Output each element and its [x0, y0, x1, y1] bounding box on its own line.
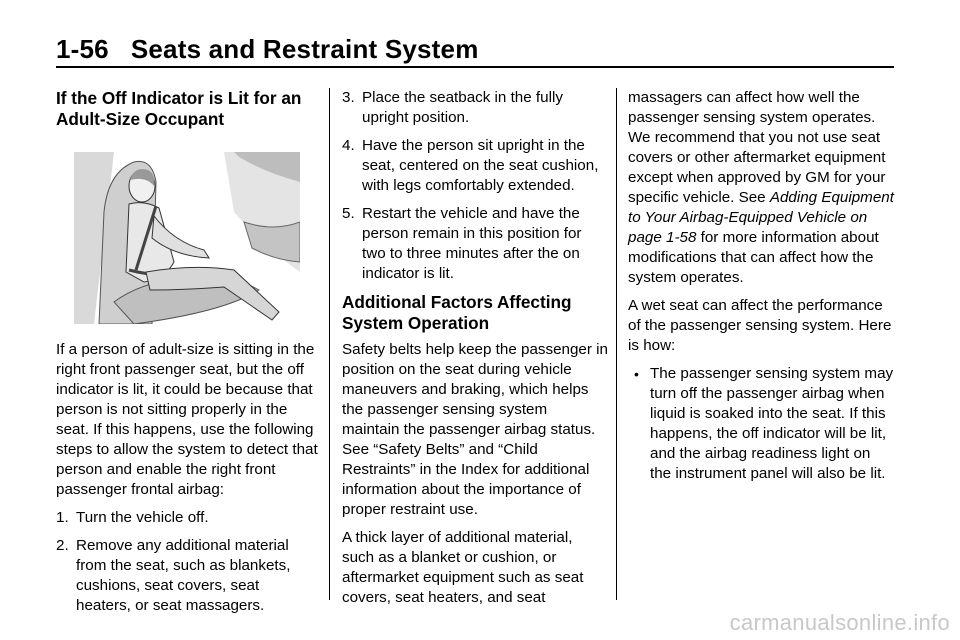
step-text: Have the person sit upright in the seat, centered on the seat cushion, with legs comfortably extended.	[362, 137, 599, 194]
column-1	[56, 88, 318, 624]
step-number: 5.	[342, 205, 355, 222]
column-divider-2	[616, 88, 617, 600]
step-text: Place the seatback in the fully upright position.	[362, 89, 563, 126]
section-title: Seats and Restraint System	[130, 34, 479, 64]
paragraph-text: massagers can affect how well the passenger sensing system operates. We recommend that you not use seat covers or other aftermarket equipment except when approved by GM for your specific vehicle. See	[628, 89, 886, 206]
step-text: Restart the vehicle and have the person remain in this position for two to three minutes after the on indicator is lit.	[362, 205, 582, 282]
column-3	[628, 88, 894, 492]
list-item	[342, 204, 608, 284]
list-item	[342, 136, 608, 196]
heading-off-indicator-adult: If the Off Indicator is Lit for an Adult-Size Occupant	[56, 88, 302, 129]
intro-paragraph: If a person of adult-size is sitting in the right front passenger seat, but the off indicator is lit, it could be because that person is not sitting properly in the seat. If this happens, use the following steps to allow the system to detect that person and enable the right front passenger frontal airbag:	[56, 341, 318, 498]
massagers-paragraph	[628, 88, 894, 288]
bullet-text: The passenger sensing system may turn off the passenger airbag when liquid is soaked into the seat. If this happens, the off indicator will be lit, and the airbag readiness light on the instrument panel will also be lit.	[650, 365, 894, 482]
page-header	[56, 34, 479, 65]
step-text: Remove any additional material from the seat, such as blankets, cushions, seat covers, seat heaters, or seat massagers.	[76, 537, 291, 614]
list-item	[628, 364, 894, 484]
step-text: Turn the vehicle off.	[76, 509, 209, 526]
steps-list-1	[56, 508, 318, 616]
wet-seat-paragraph: A wet seat can affect the performance of the passenger sensing system. Here is how:	[628, 297, 892, 354]
cross-reference-link[interactable]: Adding Equipment to Your Airbag-Equipped Vehicle on page 1-58	[628, 189, 894, 246]
step-number: 4.	[342, 137, 355, 154]
paragraph-text: for more information about modifications that can affect how the system operates.	[628, 229, 879, 286]
step-number: 2.	[56, 537, 69, 554]
list-item	[342, 88, 608, 128]
thick-layer-paragraph: A thick layer of additional material, such as a blanket or cushion, or aftermarket equipment such as seat covers, seat heaters, and seat	[342, 529, 584, 606]
step-number: 1.	[56, 509, 69, 526]
list-item	[56, 536, 318, 616]
list-item	[56, 508, 318, 528]
seated-occupant-illustration	[74, 152, 300, 324]
bullet-icon: •	[634, 366, 639, 382]
bullet-list	[628, 364, 894, 484]
safety-belts-paragraph: Safety belts help keep the passenger in position on the seat during vehicle maneuvers and braking, which helps the passenger sensing system maintain the passenger airbag status. See “Safety Belts” and “Child Restraints” in the Index for additional information about the importance of proper restraint use.	[342, 341, 608, 518]
steps-list-2	[342, 88, 608, 284]
watermark: carmanualsonline.info	[729, 610, 950, 635]
step-number: 3.	[342, 89, 355, 106]
heading-additional-factors: Additional Factors Affecting System Operation	[342, 292, 572, 333]
page-number: 1-56	[56, 34, 109, 64]
header-rule	[56, 66, 894, 68]
column-divider-1	[329, 88, 330, 600]
column-2	[342, 88, 608, 616]
